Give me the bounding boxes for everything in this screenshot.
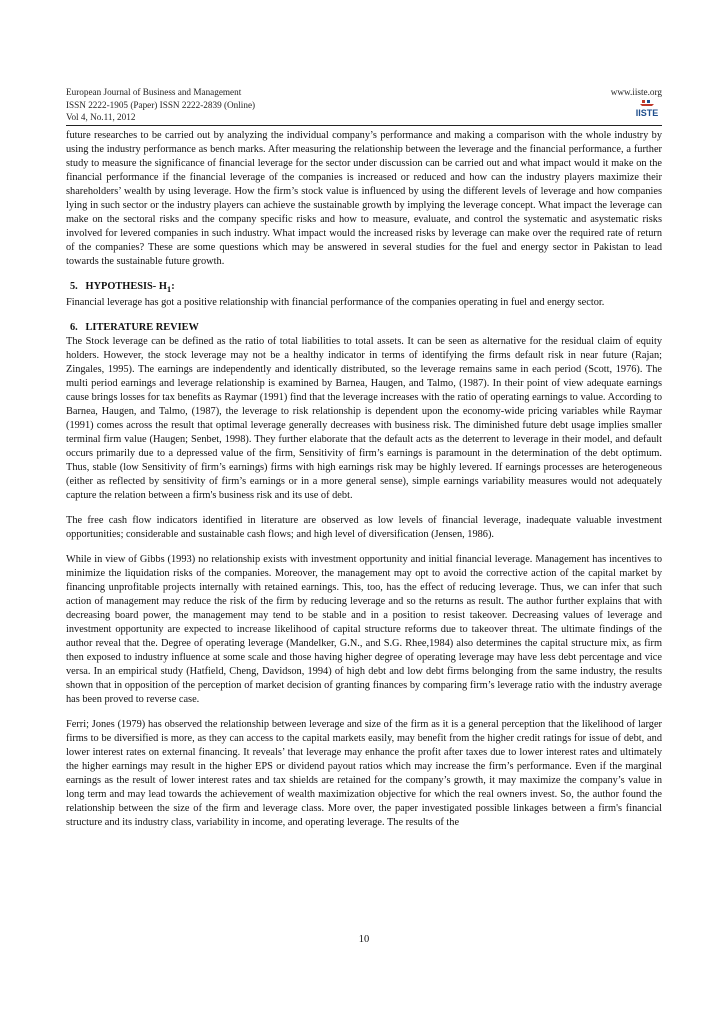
hypothesis-subscript: 1	[166, 284, 172, 295]
journal-name: European Journal of Business and Management	[66, 87, 242, 97]
paragraph-ferri-jones: Ferri; Jones (1979) has observed the relationship between leverage and size of the firm as it is a general perception that the likelihood of larger firms to be diversified is more, as they can access to the capital markets easily, may benefit from the higher credit ratings for issue of debt, and lower interest rates on external financing. It reveals’ that leverage may enhance the profit after taxes due to lower interest rates and ultimately the higher earnings may result in the higher EPS or dividend payout ratios which may increase the firm’s performance. Even if the marginal earnings as the result of lower interest rates and tax shields are retained for the company’s growth, it may maximize the company’s value in long term and may lead towards the achievement of wealth maximization objective for which the real owners invest. So, the author found the relationship between the size of the firm and leverage class. More over, the paper investigated possible linkages between a firm's financial structure and its industry class, variability in income, and operating leverage. The results of the	[66, 719, 662, 829]
article-body	[66, 129, 662, 834]
section-heading-hypothesis	[66, 280, 662, 296]
iiste-logo-icon	[632, 99, 662, 119]
page-number: 10	[358, 934, 370, 945]
section-colon: :	[171, 281, 175, 292]
header-rule	[66, 125, 662, 126]
running-header	[66, 86, 662, 124]
issn-line: ISSN 2222-1905 (Paper) ISSN 2222-2839 (Online)	[66, 99, 256, 110]
paragraph-gibbs: While in view of Gibbs (1993) no relationship exists with investment opportunity and initial financial leverage. Management has incentives to minimize the liquidation risks of the companies. Moreover, the management may opt to avoid the corrective action of the capital market by financing unprofitable projects internally with retained earnings. This, too, has the effect of reducing leverage. Thus, we can infer that such action of management may reduce the risk of the firm by reducing leverage and so the returns as result. The author further explains that with decreasing board power, the management may tend to be stable and in a position to resist takeover. Decreasing values of leverage and investment opportunity are expected to increase likelihood of capital structure reforms due to takeover threat. The ultimate findings of the author reveal that the. Degree of operating leverage (Mandelker, G.N., and S.G. Rhee,1984) also determines the capital structure mix, as firm then exposed to industry influence at some scale and those having higher degree of operating leverage may have less debt percentage and vice versa. In an empirical study (Hatfield, Cheng, Davidson, 1994) of high debt and low debt firms belonging from the same industry, the results shown that in opposition of the perception of market decision of granting finances by comparing firm’s leverage ratio with the industry average has been proved to reverse case.	[66, 554, 662, 706]
paragraph-stock-leverage: The Stock leverage can be defined as the ratio of total liabilities to total assets. It can be seen as alternative for the residual claim of equity holders. However, the stock leverage may not be a healthy indicator in terms of identifying the firms default risk in near future (Rajan; Zingales, 1995). The earnings are independently and identically distributed, so the leverage remains same in each period (Scott, 1976). The multi period earnings and leverage relationship is examined by Barnea, Haugen, and Talmo, (1987). In their point of view adequate earnings cause brings losses for tax benefits as Raymar (1991) find that the leverage increases with the ratio of operating earnings to value. According to Barnea, Haugen, and Talmo, (1987), the leverage to risk relationship is dependent upon the economy-wide pricing variables while Raymar (1991) comes across the result that optimal leverage generally decreases with business risk. The diminished future debt usage implies smaller terminal firm value (Haugen; Senbet, 1998). They further elaborate that the default acts as the deterrent to leverage in their model, and default occurs primarily due to a depressed value of the firm, Sensitivity of firm’s earnings is paramount in the determination of the debt optimum. Thus, stable (low Sensitivity of firm’s earnings) firms with high earnings risk may be highly levered. If earnings processes are heterogeneous (either as reflected by sensitivity of firm’s earnings or in a more general sense), simple earnings variability measures would not adequately capture the relation between a firm's business risk and its use of debt.	[66, 336, 662, 502]
section-number: 6.	[70, 322, 78, 334]
journal-url[interactable]: www.iiste.org	[610, 87, 662, 97]
section-number: 5.	[70, 281, 78, 292]
volume-line: Vol 4, No.11, 2012	[66, 112, 136, 123]
section-heading-literature	[66, 321, 662, 335]
paragraph-hypothesis: Financial leverage has got a positive relationship with financial performance of the companies operating in fuel and energy sector.	[66, 297, 605, 309]
paragraph-future-research: future researches to be carried out by analyzing the individual company’s performance and making a comparison with the whole industry by using the industry performance as bench marks. After measuring the relationship between the leverage and the financial performance, a further study to measure the significance of financial leverage for the sector under discussion can be carried out and what impact would it make on the financial performance if the financial leverage of the companies is increased or reduced and how can the industry players maximize their shareholders’ wealth by using leverage. How the firm’s stock value is influenced by using the different levels of leverage and how companies lying in such sector or the industry players can achieve the sustainable growth by implying the leverage concept. What impact the leverage can make on the sectoral risks and the company specific risks and how to measure, evaluate, and control the systematic and asystematic risks involved for levered companies in such industry. What impact would the increased risks by leverage can make over the required rate of return of the companies? These are some questions which may be answered in several studies for the fuel and energy sector in Pakistan to lead towards the sustainable future growth.	[66, 130, 662, 267]
section-title: LITERATURE REVIEW	[85, 322, 199, 334]
logo-text: IISTE	[635, 108, 659, 118]
paragraph-free-cash-flow: The free cash flow indicators identified in literature are observed as low levels of financial leverage, inadequate valuable investment opportunities; considerable and sustainable cash flows; and high level of diversification (Jensen, 1986).	[66, 515, 662, 541]
section-title: HYPOTHESIS- H	[85, 281, 167, 292]
